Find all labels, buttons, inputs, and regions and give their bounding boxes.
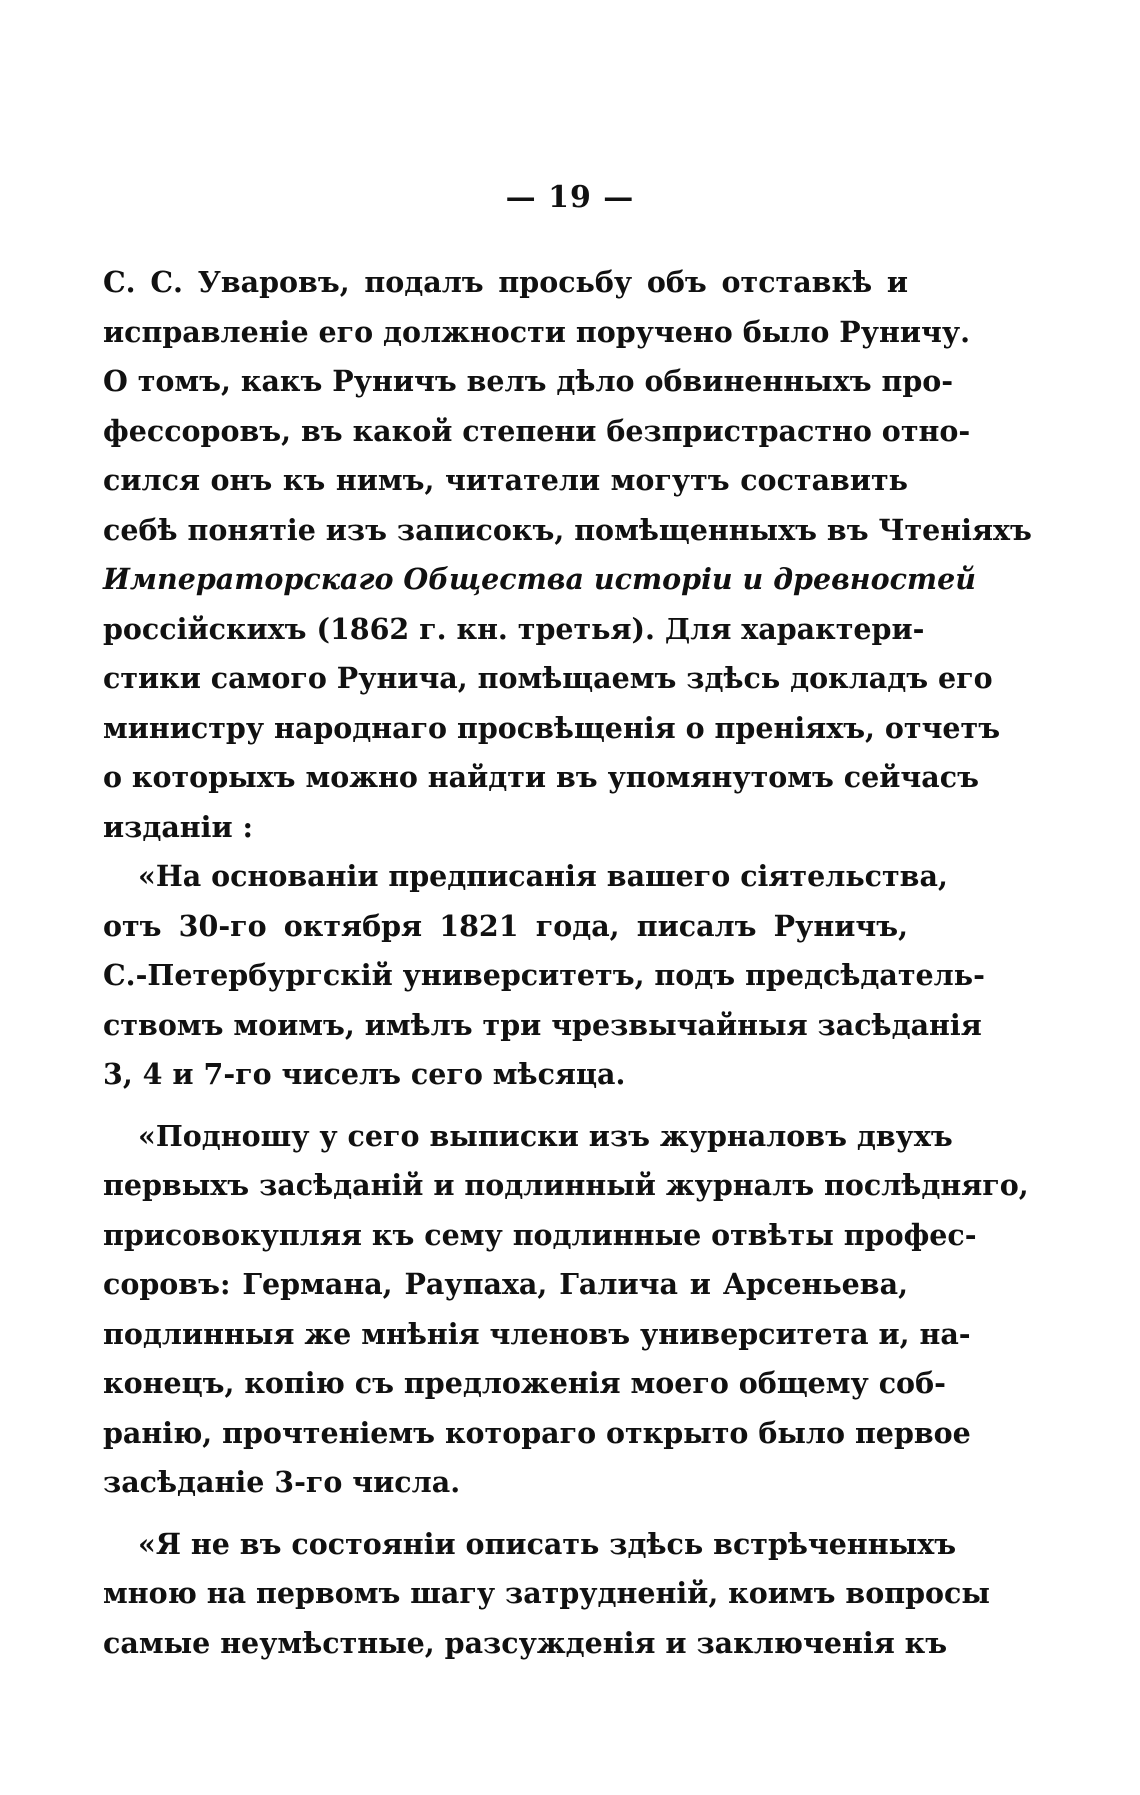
text-line: ранію, прочтеніемъ котораго открыто было первое [103,1415,971,1450]
body-text [103,258,1032,1668]
text-line: отъ 30-го октября 1821 года, писалъ Руничъ, [103,908,908,943]
text-line: первыхъ засѣданій и подлинный журналъ послѣдняго, [103,1168,1029,1202]
text-line: засѣданіе 3-го числа. [103,1465,461,1499]
text-line: соровъ: Германа, Раупаха, Галича и Арсеньева, [103,1267,908,1301]
text-line: О томъ, какъ Руничъ велъ дѣло обвиненныхъ про- [103,364,954,398]
text-line: «Подношу у сего выписки изъ журналовъ двухъ [138,1118,953,1153]
text-line: россійскихъ (1862 г. кн. третья). Для характери- [103,611,925,646]
text-line: сился онъ къ нимъ, читатели могутъ составить [103,463,908,497]
text-line: себѣ понятіе изъ записокъ, помѣщенныхъ въ Чтеніяхъ [103,512,1032,547]
text-line-italic: Императорскаго Общества исторіи и древностей [103,562,976,596]
text-line: С.-Петербургскій университетъ, подъ предсѣдатель- [103,958,985,992]
page-number: — 19 — [505,180,635,215]
text-line: ствомъ моимъ, имѣлъ три чрезвычайныя засѣданія [103,1007,982,1042]
text-line: исправленіе его должности поручено было Руничу. [103,314,970,349]
text-line: присовокупляя къ сему подлинные отвѣты профес- [103,1217,977,1252]
text-line: «Я не въ состояніи описать здѣсь встрѣченныхъ [138,1526,957,1561]
text-line: министру народнаго просвѣщенія о преніяхъ, отчетъ [103,710,1001,745]
text-line: подлинныя же мнѣнія членовъ университета и, на- [103,1316,971,1351]
text-line: конецъ, копію съ предложенія моего общему соб- [103,1366,946,1400]
text-line: стики самого Рунича, помѣщаемъ здѣсь докладъ его [103,661,993,695]
text-line: «На основаніи предписанія вашего сіятельства, [138,859,948,893]
text-line: мною на первомъ шагу затрудненій, коимъ вопросы [103,1576,990,1610]
text-line: самые неумѣстные, разсужденія и заключенія къ [103,1625,948,1660]
text-line: изданіи : [103,809,254,844]
text-line: С. С. Уваровъ, подалъ просьбу объ отставкѣ и [103,265,908,299]
text-line: фессоровъ, въ какой степени безпристрастно отно- [103,413,971,448]
text-line: 3, 4 и 7-го чиселъ сего мѣсяца. [103,1057,626,1091]
text-line: о которыхъ можно найдти въ упомянутомъ сейчасъ [103,760,979,794]
